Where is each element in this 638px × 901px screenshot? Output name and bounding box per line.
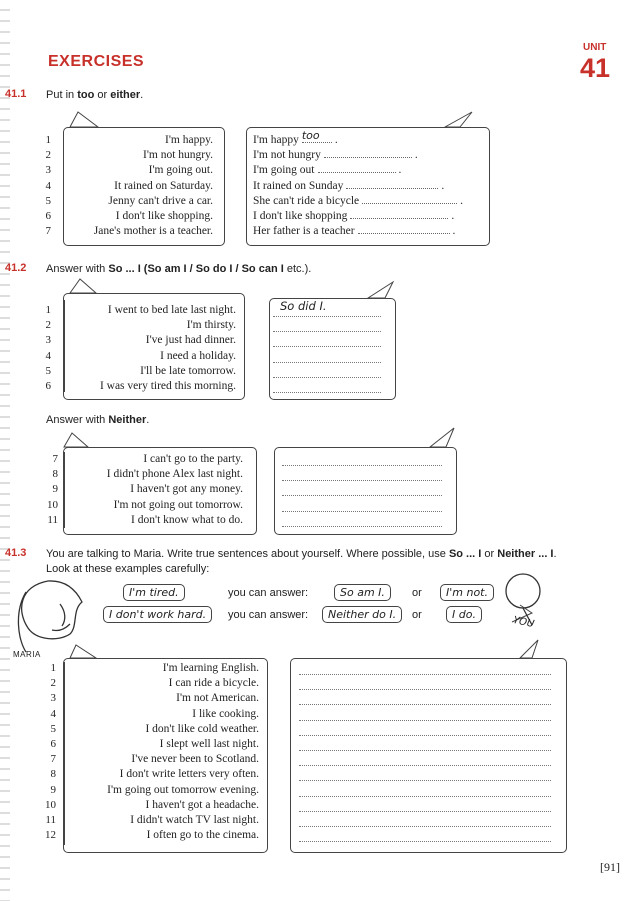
example-answer-i-do: I do. [446, 606, 482, 623]
sentence-end: . [460, 194, 464, 207]
item-number: 5 [50, 722, 56, 735]
example-answer-41-2: So did I. [280, 299, 327, 313]
answer-blank[interactable] [318, 163, 396, 173]
answer-line[interactable] [299, 674, 551, 675]
example-answer-neither-do-i: Neither do I. [322, 606, 402, 623]
divider-41-2 [64, 300, 65, 392]
item-number: 4 [45, 349, 51, 362]
item-number: 4 [50, 707, 56, 720]
answer-line[interactable] [299, 720, 551, 721]
example-answer-so-am-i: So am I. [334, 584, 391, 601]
prompt-sentence: I've just had dinner. [145, 334, 236, 347]
prompt-sentence: I'll be late tomorrow. [140, 364, 236, 377]
answer-line[interactable] [273, 362, 381, 363]
exercise-number-41-2: 41.2 [5, 262, 27, 274]
sentence-text: I'm going out [253, 164, 315, 177]
filled-answer: too [301, 129, 320, 142]
sentence-text: I'm happy [253, 134, 299, 146]
answer-sentence [253, 179, 444, 192]
example-said-2: I don't work hard. [103, 606, 212, 623]
item-number: 6 [45, 380, 51, 392]
page-title: EXERCISES [48, 53, 145, 70]
prompt-sentence: I'm not American. [176, 692, 259, 705]
answer-blank[interactable] [324, 148, 412, 158]
prompt-sentence: I'm going out. [148, 164, 213, 177]
answer-sentence [253, 194, 463, 207]
answer-line[interactable] [299, 750, 551, 751]
item-number: 2 [45, 319, 51, 332]
answer-line[interactable] [299, 796, 551, 797]
prompt-sentence: I went to bed late last night. [107, 304, 236, 316]
item-number: 1 [45, 134, 51, 146]
sentence-end: . [334, 134, 338, 146]
neither-instruction: Answer with Neither. [46, 414, 150, 426]
sentence-end: . [441, 179, 445, 192]
prompt-sentence: Jane's mother is a teacher. [93, 225, 213, 238]
divider-41-3 [64, 662, 65, 845]
item-number: 5 [45, 194, 51, 207]
sentence-end: . [452, 225, 456, 238]
prompt-sentence: I didn't watch TV last night. [130, 814, 259, 826]
answer-line[interactable] [282, 511, 442, 512]
answer-line[interactable] [299, 826, 551, 827]
divider-41-1 [63, 133, 64, 239]
item-number: 1 [45, 304, 51, 316]
item-number: 4 [45, 179, 51, 192]
or-word-2: or [412, 609, 422, 621]
exercise-number-41-1: 41.1 [5, 88, 27, 100]
prompt-sentence: I don't write letters very often. [119, 768, 259, 781]
item-number: 9 [52, 483, 58, 496]
prompt-sentence: I didn't phone Alex last night. [106, 468, 243, 481]
answer-line[interactable] [273, 377, 381, 378]
item-number: 6 [50, 738, 56, 750]
answer-blank[interactable] [301, 129, 332, 143]
answer-line[interactable] [273, 346, 381, 347]
answer-sentence [253, 129, 338, 146]
exercise-instruction-41-3: You are talking to Maria. Write true sentences about yourself. Where possible, use So ... I or Neither ... I. [46, 548, 557, 560]
item-number: 10 [45, 798, 56, 811]
answer-blank[interactable] [346, 179, 438, 189]
answer-blank[interactable] [350, 209, 448, 219]
item-number: 9 [50, 783, 56, 796]
prompt-sentence: I can't go to the party. [143, 453, 243, 465]
prompt-sentence: I've never been to Scotland. [131, 753, 259, 766]
item-number: 7 [50, 753, 56, 766]
answer-sentence [253, 148, 418, 161]
prompt-sentence: I like cooking. [192, 707, 259, 720]
sentence-end: . [414, 149, 418, 162]
answer-blank[interactable] [358, 224, 450, 234]
answer-sentence [253, 209, 454, 222]
item-number: 12 [45, 829, 56, 842]
spiral-binding [0, 0, 10, 901]
item-number: 5 [45, 364, 51, 377]
answer-sentence [253, 163, 401, 176]
sentence-text: She can't ride a bicycle [253, 194, 360, 207]
exercise-instruction-41-1: Put in too or either. [46, 89, 144, 101]
unit-label: UNIT [583, 42, 607, 53]
answer-line[interactable] [282, 480, 442, 481]
answer-line[interactable] [299, 689, 551, 690]
answer-line[interactable] [273, 316, 381, 317]
answer-line[interactable] [282, 495, 442, 496]
prompt-sentence: I need a holiday. [160, 349, 236, 362]
item-number: 11 [45, 814, 56, 826]
answer-line[interactable] [299, 765, 551, 766]
answer-line[interactable] [299, 735, 551, 736]
item-number: 11 [47, 513, 58, 526]
speech-bubble-right-neither [274, 447, 457, 535]
item-number: 2 [50, 677, 56, 690]
prompt-sentence: I'm not hungry. [143, 149, 213, 162]
sentence-end: . [451, 210, 455, 222]
prompt-sentence: I often go to the cinema. [146, 829, 259, 842]
you-can-answer-2: you can answer: [228, 609, 309, 621]
answer-line[interactable] [299, 780, 551, 781]
prompt-sentence: I don't know what to do. [131, 513, 243, 526]
unit-number: 41 [580, 53, 611, 83]
divider-neither [64, 452, 65, 528]
prompt-sentence: I don't like cold weather. [145, 722, 259, 735]
answer-sentence [253, 224, 455, 237]
sentence-text: It rained on Sunday [253, 179, 344, 192]
maria-label: MARIA [13, 650, 41, 659]
prompt-sentence: I haven't got any money. [130, 483, 243, 496]
speech-bubble-right-41-3 [290, 658, 567, 853]
example-said-1: I'm tired. [123, 584, 185, 601]
answer-line[interactable] [273, 392, 381, 393]
exercise-number-41-3: 41.3 [5, 547, 27, 559]
prompt-sentence: I slept well last night. [159, 738, 259, 750]
page-number: [91] [600, 860, 620, 874]
prompt-sentence: I don't like shopping. [115, 210, 213, 222]
item-number: 10 [47, 498, 58, 511]
answer-line[interactable] [299, 704, 551, 705]
item-number: 6 [45, 210, 51, 222]
answer-line[interactable] [299, 811, 551, 812]
item-number: 8 [50, 768, 56, 781]
item-number: 2 [45, 149, 51, 162]
exercise-instruction-41-3-line2: Look at these examples carefully: [46, 563, 210, 575]
prompt-sentence: I haven't got a headache. [145, 798, 259, 811]
item-number: 7 [45, 225, 51, 238]
example-answer-im-not: I'm not. [440, 584, 494, 601]
sentence-text: I don't like shopping [253, 210, 348, 222]
answer-blank[interactable] [362, 194, 457, 204]
sentence-text: I'm not hungry [253, 149, 321, 162]
item-number: 3 [45, 334, 51, 347]
item-number: 3 [50, 692, 56, 705]
prompt-sentence: I'm learning English. [162, 662, 259, 674]
speech-bubble-right-41-2 [269, 298, 396, 400]
prompt-sentence: I can ride a bicycle. [168, 677, 259, 690]
item-number: 3 [45, 164, 51, 177]
exercise-instruction-41-2: Answer with So ... I (So am I / So do I / So can I etc.). [46, 263, 312, 275]
item-number: 1 [50, 662, 56, 674]
answer-line[interactable] [273, 331, 381, 332]
prompt-sentence: I'm going out tomorrow evening. [107, 783, 259, 796]
sentence-text: Her father is a teacher [253, 225, 355, 238]
prompt-sentence: Jenny can't drive a car. [108, 194, 213, 207]
answer-line[interactable] [282, 526, 442, 527]
answer-line[interactable] [299, 841, 551, 842]
sentence-end: . [398, 164, 402, 177]
you-can-answer-1: you can answer: [228, 587, 309, 599]
prompt-sentence: I was very tired this morning. [99, 380, 236, 392]
answer-line[interactable] [282, 465, 442, 466]
prompt-sentence: I'm not going out tomorrow. [113, 498, 243, 511]
prompt-sentence: I'm happy. [165, 134, 213, 146]
item-number: 8 [52, 468, 58, 481]
item-number: 7 [52, 453, 58, 465]
or-word-1: or [412, 587, 422, 599]
you-label: YOU [512, 614, 536, 631]
prompt-sentence: I'm thirsty. [186, 319, 236, 332]
prompt-sentence: It rained on Saturday. [114, 179, 213, 192]
